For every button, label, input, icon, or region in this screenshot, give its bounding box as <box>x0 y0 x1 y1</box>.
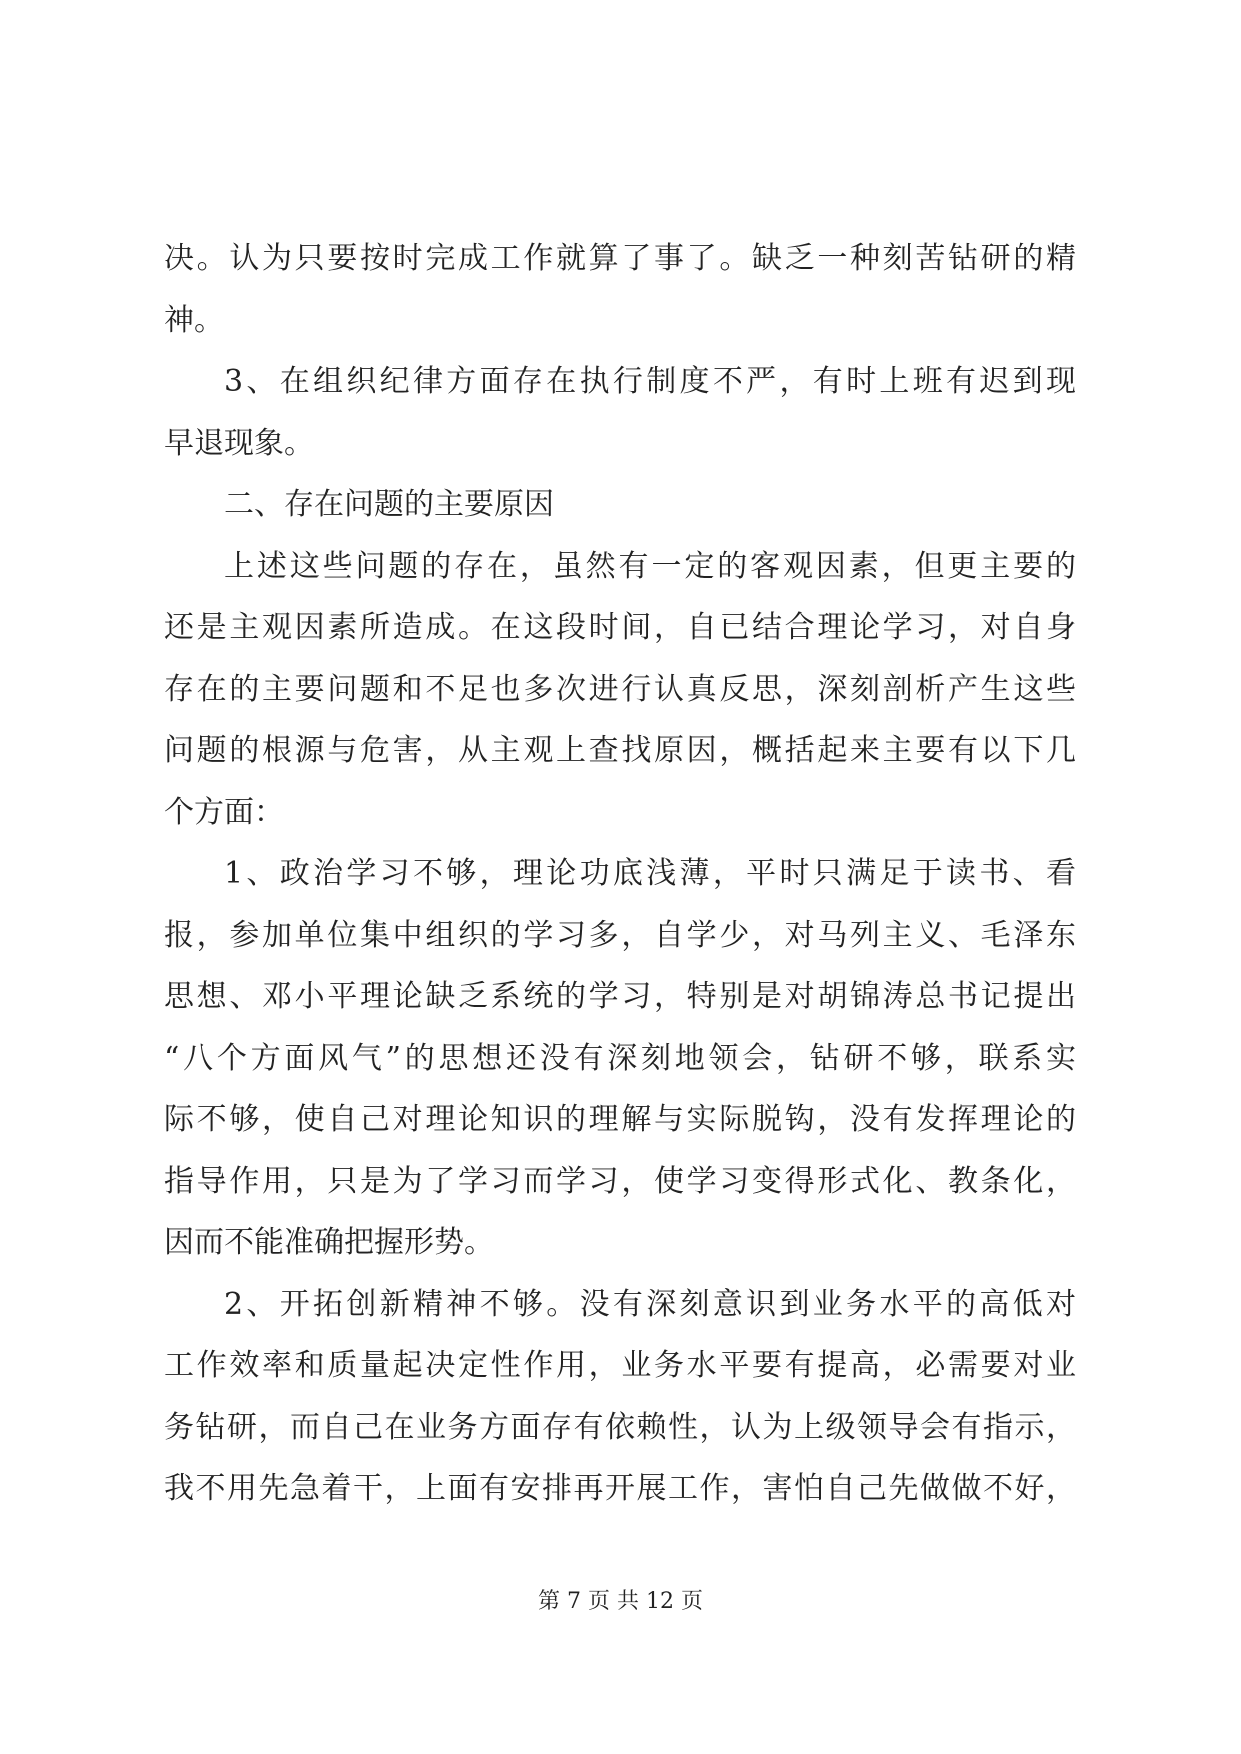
text-line: 报，参加单位集中组织的学习多，自学少，对马列主义、毛泽东 <box>164 917 1076 953</box>
text-line: 我不用先急着干，上面有安排再开展工作，害怕自己先做做不好， <box>164 1471 1076 1506</box>
text-line: 务钻研，而自己在业务方面存有依赖性，认为上级领导会有指示， <box>164 1409 1076 1445</box>
text-line: 存在的主要问题和不足也多次进行认真反思，深刻剖析产生这些 <box>164 671 1076 707</box>
text-line: 个方面： <box>164 794 284 830</box>
body-text <box>164 228 1076 1520</box>
text-line: 神。 <box>164 302 224 338</box>
text-line: 思想、邓小平理论缺乏系统的学习，特别是对胡锦涛总书记提出 <box>164 979 1076 1014</box>
text-line: 决。认为只要按时完成工作就算了事了。缺乏一种刻苦钻研的精 <box>164 241 1076 276</box>
text-line: 工作效率和质量起决定性作用，业务水平要有提高，必需要对业 <box>164 1348 1076 1383</box>
text-line: 1、政治学习不够，理论功底浅薄，平时只满足于读书、看 <box>224 856 1076 891</box>
text-line: 还是主观因素所造成。在这段时间，自已结合理论学习，对自身 <box>164 610 1076 645</box>
text-line: 指导作用，只是为了学习而学习，使学习变得形式化、教条化， <box>164 1163 1076 1199</box>
text-line: 因而不能准确把握形势。 <box>164 1225 494 1260</box>
text-line: “八个方面风气”的思想还没有深刻地领会，钻研不够，联系实 <box>164 1040 1076 1076</box>
text-line: 3、在组织纪律方面存在执行制度不严，有时上班有迟到现 <box>224 364 1076 399</box>
text-line: 上述这些问题的存在，虽然有一定的客观因素，但更主要的 <box>224 548 1076 584</box>
text-line: 早退现象。 <box>164 425 314 461</box>
text-line: 二、存在问题的主要原因 <box>224 487 554 522</box>
text-line: 问题的根源与危害，从主观上查找原因，概括起来主要有以下几 <box>164 733 1076 768</box>
page-footer: 第 7 页 共 12 页 <box>538 1589 703 1614</box>
text-line: 际不够，使自己对理论知识的理解与实际脱钩，没有发挥理论的 <box>164 1102 1076 1137</box>
text-line: 2、开拓创新精神不够。没有深刻意识到业务水平的高低对 <box>224 1286 1076 1322</box>
